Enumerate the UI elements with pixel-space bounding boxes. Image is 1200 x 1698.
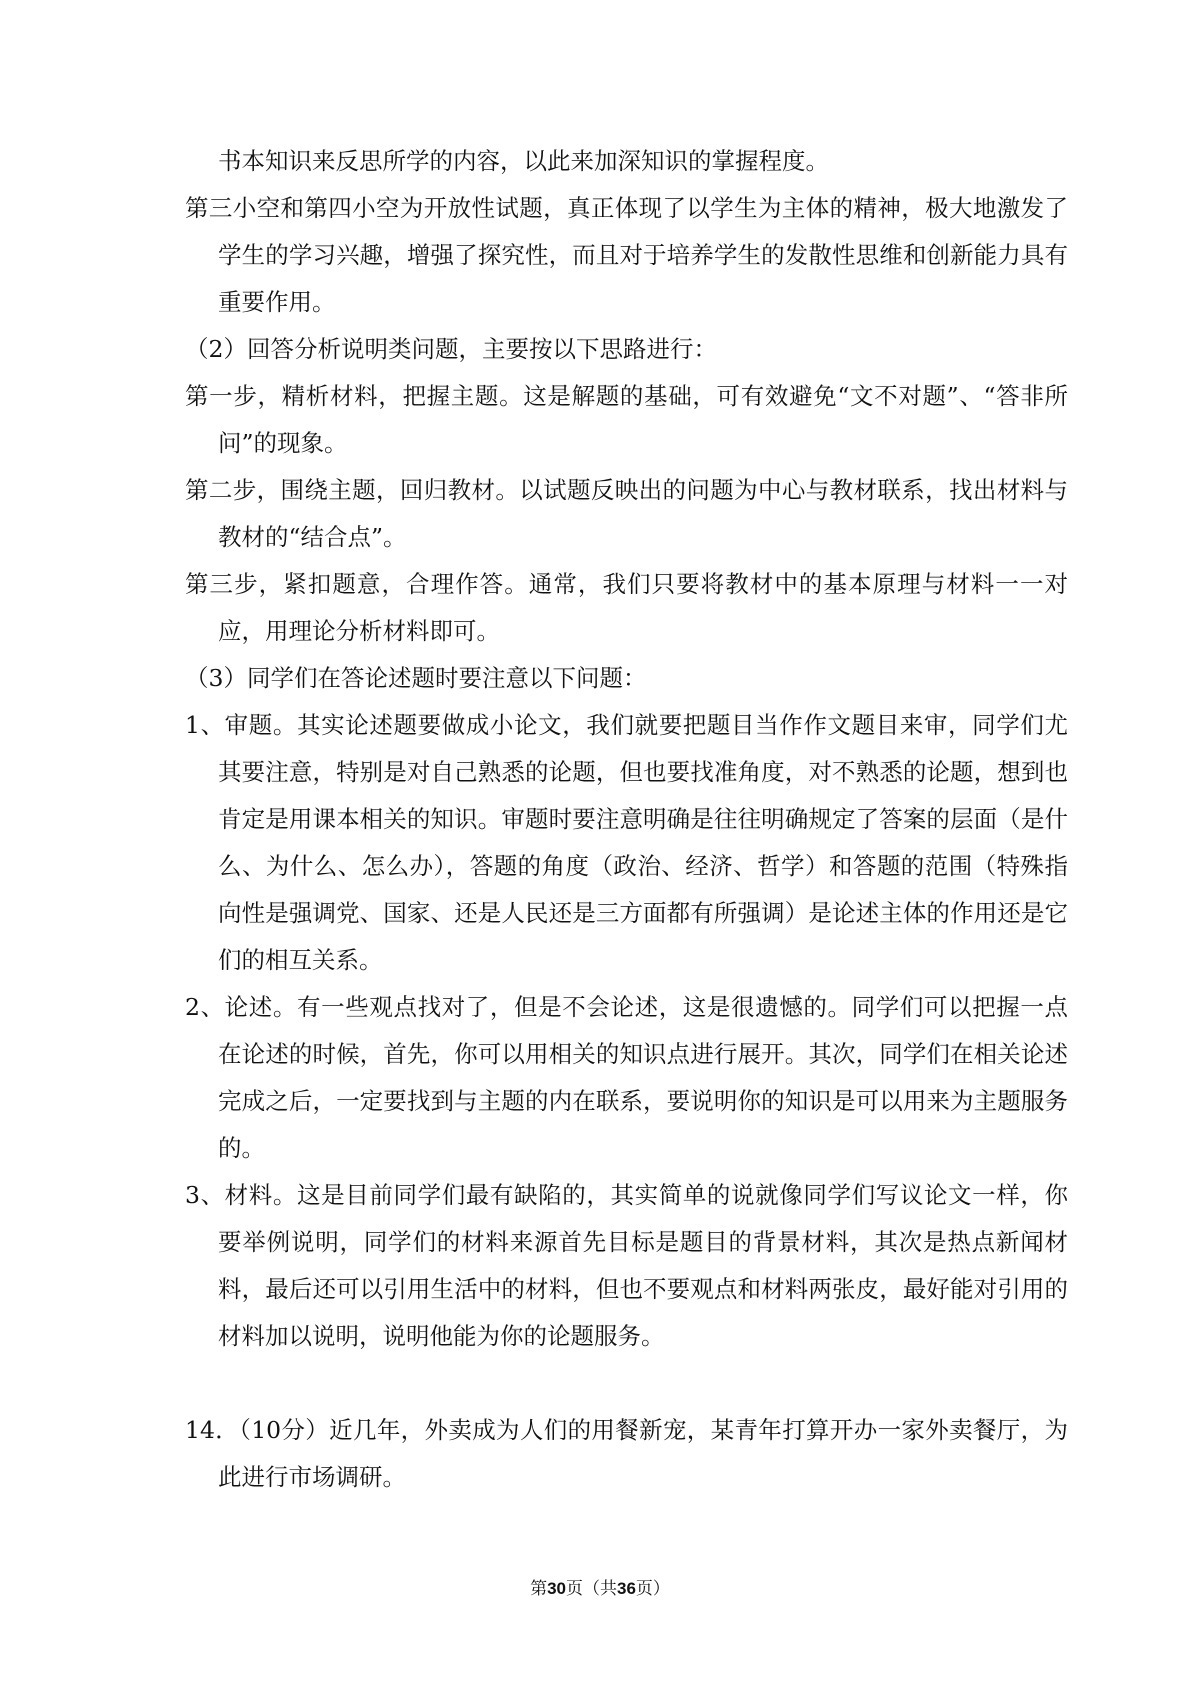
footer-suffix: 页） (635, 1579, 670, 1599)
subheading-essay-questions: （3）同学们在答论述题时要注意以下问题： (185, 664, 647, 692)
footer-page-number: 30 (547, 1579, 566, 1598)
paragraph-step-three: 第三步，紧扣题意，合理作答。通常，我们只要将教材中的基本原理与材料一一对应，用理论分析材料即可。 (185, 570, 1068, 645)
footer-prefix: 第 (530, 1579, 548, 1599)
paragraph-continuation: 书本知识来反思所学的内容，以此来加深知识的掌握程度。 (218, 147, 829, 175)
question-14: 14．（10分）近几年，外卖成为人们的用餐新宠，某青年打算开办一家外卖餐厅，为此进行市场调研。 (185, 1416, 1068, 1491)
list-item-materials: 3、材料。这是目前同学们最有缺陷的，其实简单的说就像同学们写议论文一样，你要举例说明，同学们的材料来源首先目标是题目的背景材料，其次是热点新闻材料，最后还可以引用生活中的材料，但也不要观点和材料两张皮，最好能对引用的材料加以说明，说明他能为你的论题服务。 (185, 1181, 1068, 1350)
footer-total-pages: 36 (617, 1579, 636, 1598)
page-footer (0, 1577, 1200, 1601)
list-item-review-question: 1、审题。其实论述题要做成小论文，我们就要把题目当作作文题目来审，同学们尤其要注意，特别是对自己熟悉的论题，但也要找准角度，对不熟悉的论题，想到也肯定是用课本相关的知识。审题时要注意明确是往往明确规定了答案的层面（是什么、为什么、怎么办），答题的角度（政治、经济、哲学）和答题的范围（特殊指向性是强调党、国家、还是人民还是三方面都有所强调）是论述主体的作用还是它们的相互关系。 (185, 711, 1068, 974)
list-item-argumentation: 2、论述。有一些观点找对了，但是不会论述，这是很遗憾的。同学们可以把握一点在论述的时候，首先，你可以用相关的知识点进行展开。其次，同学们在相关论述完成之后，一定要找到与主题的内在联系，要说明你的知识是可以用来为主题服务的。 (185, 993, 1068, 1162)
footer-middle: 页（共 (566, 1579, 617, 1599)
paragraph-open-questions: 第三小空和第四小空为开放性试题，真正体现了以学生为主体的精神，极大地激发了学生的学习兴趣，增强了探究性，而且对于培养学生的发散性思维和创新能力具有重要作用。 (185, 194, 1068, 316)
subheading-analysis-questions: （2）回答分析说明类问题，主要按以下思路进行： (185, 335, 717, 363)
paragraph-step-two: 第二步，围绕主题，回归教材。以试题反映出的问题为中心与教材联系，找出材料与教材的“结合点”。 (185, 476, 1068, 551)
paragraph-step-one: 第一步，精析材料，把握主题。这是解题的基础，可有效避免“文不对题”、“答非所问”的现象。 (185, 382, 1068, 457)
